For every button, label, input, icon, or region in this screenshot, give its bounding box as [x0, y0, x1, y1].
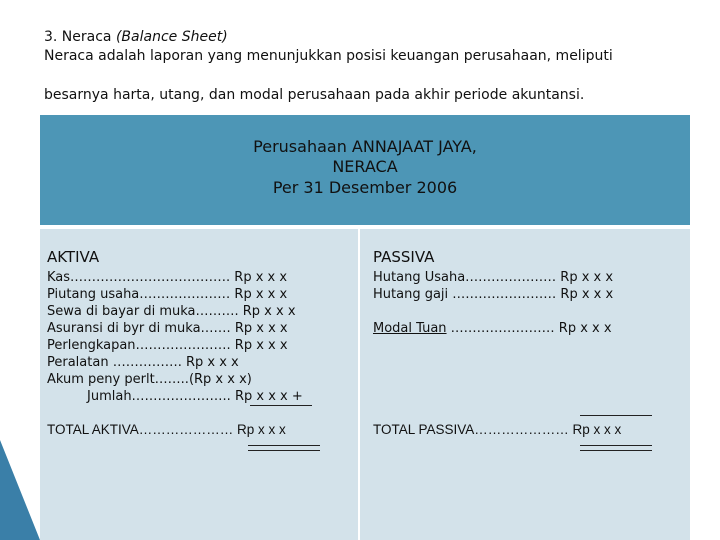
- banner-report-date: Per 31 Desember 2006: [272, 178, 458, 197]
- banner-report-title: NERACA: [332, 157, 398, 176]
- passiva-double-rule-top: [580, 445, 652, 446]
- aktiva-line: Perlengkapan…………………. Rp x x x: [47, 338, 288, 353]
- passiva-modal-line: [373, 321, 612, 336]
- passiva-subtotal-rule: [580, 415, 652, 416]
- aktiva-heading: AKTIVA: [47, 248, 100, 266]
- heading-text: 3. Neraca: [44, 29, 116, 45]
- passiva-line: Hutang gaji …………………… Rp x x x: [373, 287, 614, 302]
- aktiva-subtotal-rule: [250, 405, 312, 406]
- aktiva-line: Asuransi di byr di muka……. Rp x x x: [47, 321, 288, 336]
- passiva-double-rule-bottom: [580, 450, 652, 451]
- modal-label: Modal Tuan: [373, 321, 447, 336]
- description-line-1: Neraca adalah laporan yang menunjukkan posisi keuangan perusahaan, meliputi: [44, 48, 613, 64]
- description-line-2: besarnya harta, utang, dan modal perusahaan pada akhir periode akuntansi.: [44, 87, 585, 103]
- column-divider: [358, 229, 360, 540]
- aktiva-akum-line: Akum peny perlt……..(Rp x x x): [47, 372, 252, 387]
- aktiva-line: Piutang usaha………………… Rp x x x: [47, 287, 288, 302]
- aktiva-line: Sewa di bayar di muka………. Rp x x x: [47, 304, 296, 319]
- aktiva-double-rule-bottom: [248, 450, 320, 451]
- heading-italic: (Balance Sheet): [115, 29, 228, 45]
- aktiva-line: Peralatan ……………. Rp x x x: [47, 355, 239, 370]
- company-banner: [40, 115, 690, 225]
- passiva-heading: PASSIVA: [373, 248, 435, 266]
- banner-company-name: Perusahaan ANNAJAAT JAYA,: [253, 137, 477, 156]
- modal-value: …………………… Rp x x x: [446, 321, 612, 336]
- aktiva-total: TOTAL AKTIVA………………… Rp x x x: [47, 422, 286, 437]
- corner-decoration: [0, 440, 40, 540]
- passiva-line: Hutang Usaha………………… Rp x x x: [373, 270, 614, 285]
- aktiva-double-rule-top: [248, 445, 320, 446]
- aktiva-jumlah-line: Jumlah………………….. Rp x x x +: [87, 389, 303, 404]
- aktiva-line: Kas………………………………. Rp x x x: [47, 270, 288, 285]
- heading: [44, 29, 228, 45]
- passiva-total: TOTAL PASSIVA………………… Rp x x x: [373, 422, 622, 437]
